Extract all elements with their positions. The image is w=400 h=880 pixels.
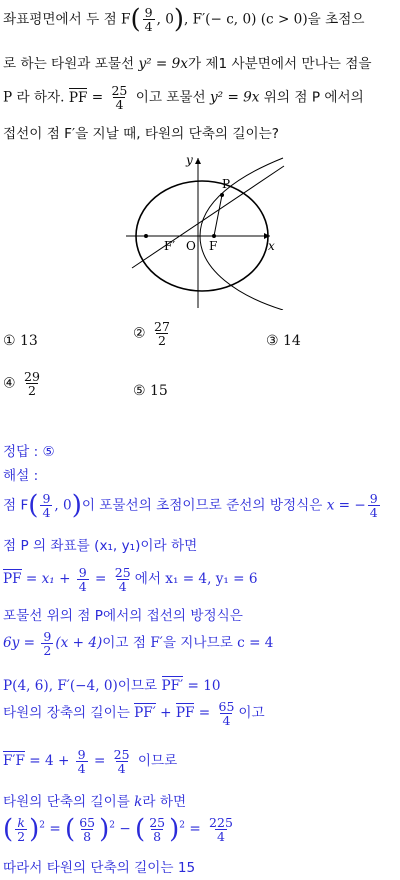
point-f-prime — [144, 234, 148, 238]
problem-line-1: 좌표평면에서 두 점 F( $\frac{9}{4}$ , 0), F′(− c, 0) (c > 0)을 초점으 — [3, 4, 365, 35]
parabola — [200, 158, 283, 310]
problem-line-3: P 라 하자. PF = $\frac{25}{4}$ 이고 포물선 y² = 9x 위의 점 P 에서의 — [3, 83, 364, 113]
solution-line-6: P(4, 6), F′(−4, 0)이므로 PF′ = 10 — [3, 678, 221, 694]
option-2[interactable]: ② $\frac{27}{2}$ — [133, 319, 170, 349]
segment-pf — [214, 195, 222, 236]
solution-heading: 해설 : — [3, 468, 39, 484]
solution-line-5: 6y = $\frac{9}{2}$ (x + 4)이고 점 F′을 지나므로 c = 4 — [3, 629, 274, 659]
y-axis-arrow — [195, 158, 201, 164]
point-f — [212, 234, 216, 238]
fraction-25-4: $\frac{25}{4}$ — [111, 83, 128, 113]
problem-line-2: 로 하는 타원과 포물선 y² = 9x가 제1 사분면에서 만나는 점을 — [3, 56, 372, 72]
fraction-29-2: $\frac{29}{2}$ — [24, 369, 40, 399]
f-prime-label: F′ — [164, 239, 176, 253]
solution-line-11: 따라서 타원의 단축의 길이는 15 — [3, 860, 196, 876]
problem-line-4: 접선이 점 F′을 지날 때, 타원의 단축의 길이는? — [3, 126, 279, 142]
solution-line-9: 타원의 단축의 길이를 k라 하면 — [3, 794, 187, 810]
solution-line-3: PF = x₁ + $\frac{9}{4}$ = $\frac{25}{4}$ 에서 x₁ = 4, y₁ = 6 — [3, 565, 258, 595]
fraction-27-2: $\frac{27}{2}$ — [154, 319, 170, 349]
answer-line: 정답 : ⑤ — [3, 444, 55, 460]
solution-line-4: 포물선 위의 점 P에서의 접선의 방정식은 — [3, 608, 243, 624]
p-label: P — [222, 177, 231, 191]
f-label: F — [209, 239, 218, 253]
solution-line-7: 타원의 장축의 길이는 PF′ + PF = $\frac{65}{4}$ 이고 — [3, 699, 265, 729]
option-3[interactable]: ③ 14 — [266, 333, 301, 349]
solution-line-1: 점 F( $\frac{9}{4}$ , 0)이 포물선의 초점이므로 준선의 방정식은 x = − $\frac{9}{4}$ — [3, 490, 378, 521]
solution-line-10: ( $\frac{k}{2}$ )$^2$ = ( $\frac{65}{8}$ )$^2$ − ( $\frac{25}{8}$ )$^2$ = $\frac{225}{4}$ — [3, 814, 233, 845]
option-1[interactable]: ① 13 — [3, 333, 38, 349]
fraction-9-4: $\frac{9}{4}$ — [144, 5, 153, 35]
point-p — [220, 193, 224, 197]
x-axis-label: x — [268, 239, 275, 253]
y-axis-label: y — [186, 153, 193, 167]
option-4[interactable]: ④ $\frac{29}{2}$ — [3, 369, 40, 399]
solution-line-8: F′F = 4 + $\frac{9}{4}$ = $\frac{25}{4}$ 이므로 — [3, 747, 178, 777]
solution-line-2: 점 P 의 좌표를 (x₁, y₁)이라 하면 — [3, 538, 198, 554]
ellipse-parabola-figure — [118, 150, 288, 310]
option-5[interactable]: ⑤ 15 — [133, 383, 168, 399]
origin-label: O — [186, 239, 196, 253]
